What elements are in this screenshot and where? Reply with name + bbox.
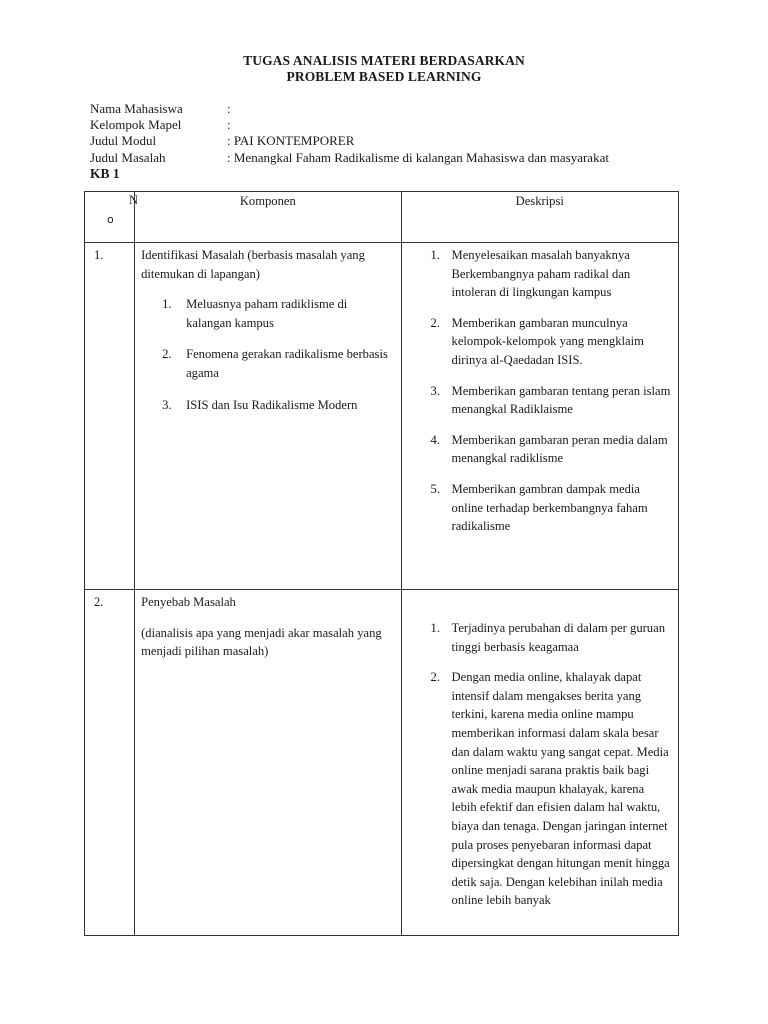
meta-label: Judul Masalah [90, 149, 166, 165]
list-item-number: 4. [430, 432, 440, 447]
list-item-text: ISIS dan Isu Radikalisme Modern [186, 397, 358, 412]
header-komponen: Komponen [135, 192, 401, 243]
komponen-cell [135, 590, 401, 936]
list-item-number: 2. [430, 315, 440, 330]
list-item [141, 345, 392, 382]
meta-value: : [227, 101, 231, 116]
deskripsi-cell [401, 590, 678, 936]
header-no [85, 192, 139, 243]
list-item-number: 5. [430, 481, 440, 496]
list-item-number: 1. [162, 297, 172, 312]
list-item [402, 431, 672, 468]
table-header-row [85, 192, 679, 243]
list-item-text: Terjadinya perubahan di dalam per guruan tinggi berbasis keagamaa [451, 621, 665, 654]
komponen-title: Identifikasi Masalah (berbasis masalah yang ditemukan di lapangan) [141, 248, 365, 281]
kb-heading: KB 1 [90, 166, 120, 181]
meta-block [90, 101, 609, 166]
header-deskripsi: Deskripsi [401, 192, 678, 243]
komponen-cell [135, 243, 401, 590]
komponen-list [141, 295, 392, 414]
meta-row-nama [90, 101, 609, 117]
list-item [402, 246, 672, 302]
document-title-line1: TUGAS ANALISIS MATERI BERDASARKAN [243, 53, 525, 68]
list-item-text: Memberikan gambaran munculnya kelompok-kelompok yang mengklaim dirinya al-Qaedadan ISIS. [451, 315, 644, 367]
list-item [402, 382, 672, 419]
komponen-title: Penyebab Masalah [141, 595, 236, 609]
list-item-text: Fenomena gerakan radikalisme berbasis agama [186, 347, 388, 380]
komponen-note: (dianalisis apa yang menjadi akar masalah yang menjadi pilihan masalah) [141, 625, 382, 659]
meta-row-masalah [90, 150, 609, 166]
deskripsi-cell [401, 243, 678, 590]
list-item-text: Memberikan gambran dampak media online terhadap berkembangnya faham radikalisme [451, 481, 648, 534]
list-item-text: Memberikan gambaran tentang peran islam menangkal Radiklaisme [451, 383, 671, 417]
meta-label: Kelompok Mapel [90, 117, 182, 133]
list-item [402, 314, 672, 370]
meta-label: Judul Modul [90, 133, 157, 149]
list-item [402, 619, 672, 656]
list-item [141, 295, 392, 332]
list-item-number: 1. [430, 248, 440, 262]
table-row [85, 590, 679, 936]
header-no-line2: o [107, 213, 114, 226]
row-number: 1. [85, 243, 135, 590]
header-no-line1: N [129, 193, 139, 207]
table-row [85, 243, 679, 590]
list-item [402, 668, 672, 910]
analysis-table [84, 191, 679, 936]
list-item-number: 2. [430, 670, 440, 685]
list-item-number: 3. [162, 397, 172, 412]
list-item-text: Dengan media online, khalayak dapat intensif dalam mengakses berita yang terkini, karena media online mampu memberikan informasi dalam skala besar dan dalam waktu yang sangat cepat. Media online menjadi sarana praktis baik bagi awak media maupun khalayak, karena lebih efektif dan efisien dalam hal waktu, biaya dan tenaga. Dengan jaringan internet pula proses penyebaran informasi dapat dipersingkat dengan hitungan menit hingga detik saja. Dengan kelebihan inilah media online lebih banyak [451, 670, 670, 908]
meta-value: : [227, 117, 231, 133]
meta-row-modul [90, 133, 609, 149]
list-item-text: Meluasnya paham radiklisme di kalangan kampus [186, 297, 348, 330]
deskripsi-list [402, 619, 672, 910]
meta-label: Nama Mahasiswa [90, 101, 183, 116]
list-item [402, 480, 672, 536]
meta-value: : Menangkal Faham Radikalisme di kalangan Mahasiswa dan masyarakat [227, 149, 609, 165]
list-item-text: Menyelesaikan masalah banyaknya Berkembangnya paham radikal dan intoleran di lingkungan kampus [451, 248, 631, 300]
meta-value: : PAI KONTEMPORER [227, 133, 355, 149]
list-item-number: 2. [162, 347, 172, 362]
list-item [141, 396, 392, 415]
deskripsi-list [402, 246, 672, 536]
row-number: 2. [85, 590, 135, 936]
list-item-text: Memberikan gambaran peran media dalam menangkal radiklisme [451, 432, 668, 466]
document-title-line2: PROBLEM BASED LEARNING [286, 69, 482, 84]
meta-row-kelompok [90, 117, 609, 133]
list-item-number: 1. [430, 621, 440, 635]
list-item-number: 3. [430, 383, 440, 398]
